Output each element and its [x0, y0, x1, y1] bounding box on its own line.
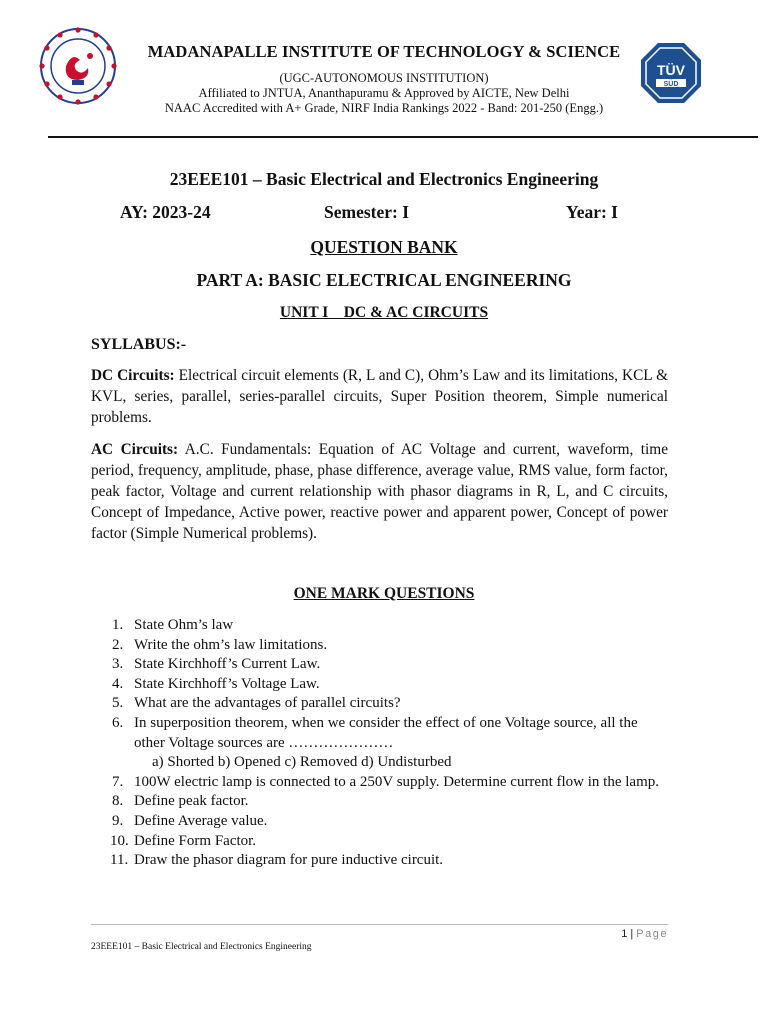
- question-number: 3.: [112, 656, 124, 673]
- footer-divider: [91, 924, 668, 925]
- institution-logo: [38, 26, 118, 106]
- syllabus-heading: SYLLABUS:-: [91, 336, 187, 353]
- question-item: [112, 714, 672, 753]
- ac-circuits-label: AC Circuits:: [91, 441, 179, 458]
- question-number: 7.: [112, 773, 124, 790]
- year: Year: I: [566, 202, 618, 222]
- question-item: [112, 832, 672, 852]
- question-item: [112, 851, 672, 871]
- tuv-sud-logo: [640, 42, 702, 104]
- academic-year: AY: 2023-24: [120, 202, 211, 222]
- header-divider: [48, 136, 758, 138]
- question-number: 5.: [112, 695, 124, 712]
- question-item: [112, 792, 672, 812]
- question-text: Define peak factor.: [134, 793, 249, 810]
- question-item: [112, 636, 672, 656]
- question-item: [112, 655, 672, 675]
- question-number: 9.: [112, 812, 124, 829]
- tuv-logo-subtext: SÜD: [663, 81, 679, 88]
- tuv-logo-text: TÜV: [657, 62, 685, 78]
- question-item: [112, 675, 672, 695]
- question-item: [112, 694, 672, 714]
- one-mark-heading: ONE MARK QUESTIONS: [293, 585, 475, 602]
- question-text: State Kirchhoff’s Voltage Law.: [134, 675, 320, 692]
- question-text: State Kirchhoff’s Current Law.: [134, 656, 321, 673]
- question-text: Draw the phasor diagram for pure inductive circuit.: [134, 852, 444, 869]
- institution-affiliation: Affiliated to JNTUA, Ananthapuramu & Approved by AICTE, New Delhi: [198, 86, 570, 100]
- question-list: [112, 616, 672, 871]
- question-item: [112, 812, 672, 832]
- question-number: 8.: [112, 793, 124, 810]
- ac-circuits-paragraph: [91, 439, 668, 544]
- page-word: Page: [636, 928, 668, 940]
- dc-circuits-text: Electrical circuit elements (R, L and C), Ohm’s Law and its limitations, KCL & KVL, series, parallel, series-parallel circuits, Super Position theorem, Simple numerical problems.: [91, 367, 668, 426]
- question-number: 11.: [110, 852, 129, 869]
- institution-name: MADANAPALLE INSTITUTE OF TECHNOLOGY & SCIENCE: [147, 42, 621, 61]
- question-number: 1.: [112, 617, 124, 633]
- page-separator: |: [627, 928, 637, 940]
- question-options: a) Shorted b) Opened c) Removed d) Undisturbed: [152, 754, 452, 771]
- institution-accreditation: NAAC Accredited with A+ Grade, NIRF India Rankings 2022 - Band: 201-250 (Engg.): [164, 101, 604, 115]
- question-item: [112, 773, 672, 793]
- question-text: Write the ohm’s law limitations.: [134, 636, 328, 653]
- page-number: [600, 928, 668, 940]
- page-number-value: 1: [621, 928, 628, 940]
- institution-status: (UGC-AUTONOMOUS INSTITUTION): [279, 71, 489, 85]
- question-text: State Ohm’s law: [134, 617, 234, 633]
- question-item: [112, 616, 672, 636]
- course-title: 23EEE101 – Basic Electrical and Electronics Engineering: [169, 169, 599, 189]
- dc-circuits-paragraph: [91, 365, 668, 428]
- footer-course-text: 23EEE101 – Basic Electrical and Electronics Engineering: [91, 942, 312, 952]
- question-text: Define Average value.: [134, 812, 268, 829]
- question-text: In superposition theorem, when we consider the effect of one Voltage source, all the other Voltage sources are …………………: [134, 714, 638, 751]
- semester: Semester: I: [324, 202, 410, 222]
- ac-circuits-text: A.C. Fundamentals: Equation of AC Voltage and current, waveform, time period, frequency, amplitude, phase, phase difference, average value, RMS value, form factor, peak factor, Voltage and current relationship with phasor diagrams in R, L, and C circuits, Concept of Impedance, Active power, reactive power and apparent power, Concept of power factor (Simple Numerical problems).: [91, 441, 668, 542]
- question-text: What are the advantages of parallel circuits?: [134, 695, 401, 712]
- question-number: 10.: [110, 832, 129, 849]
- question-number: 4.: [112, 675, 124, 692]
- unit-heading: UNIT I DC & AC CIRCUITS: [279, 304, 489, 321]
- part-heading: PART A: BASIC ELECTRICAL ENGINEERING: [196, 270, 572, 290]
- question-text: 100W electric lamp is connected to a 250V supply. Determine current flow in the lamp.: [134, 773, 659, 790]
- question-number: 6.: [112, 714, 124, 731]
- dc-circuits-label: DC Circuits:: [91, 367, 175, 384]
- question-bank-heading: QUESTION BANK: [310, 237, 458, 257]
- question-text: Define Form Factor.: [134, 832, 257, 849]
- question-number: 2.: [112, 636, 124, 653]
